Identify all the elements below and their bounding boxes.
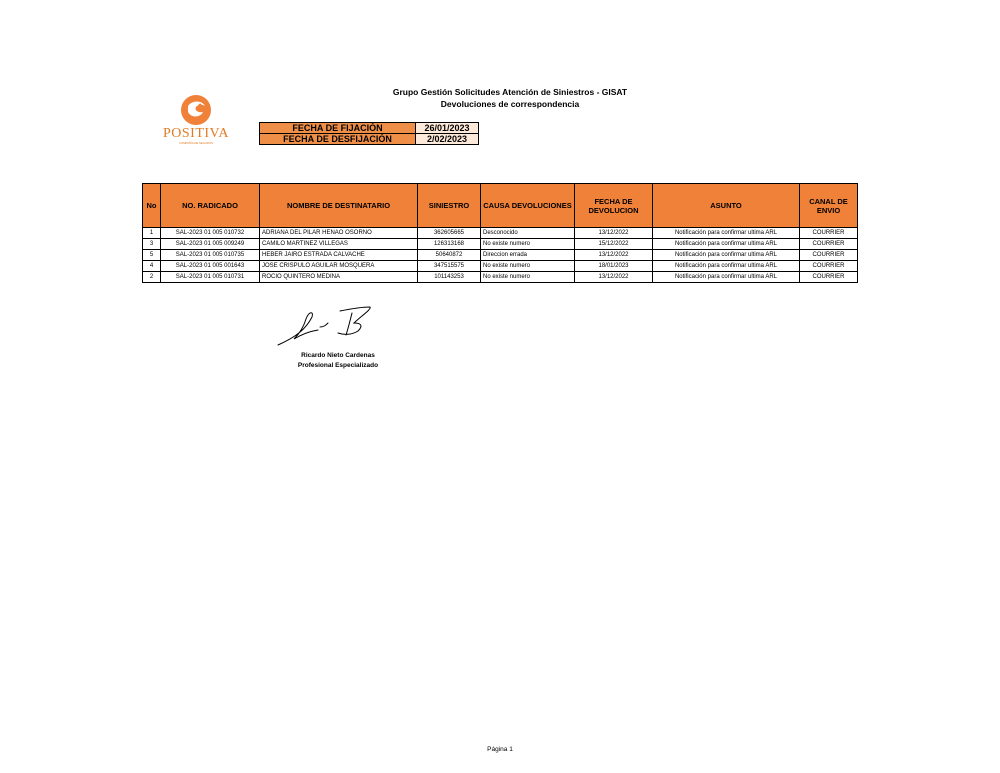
dates-table [259, 122, 479, 145]
table-cell: 347515575 [418, 261, 481, 272]
table-cell: SAL-2023 01 005 010735 [161, 250, 260, 261]
table-cell: Notificación para confirmar ultima ARL [653, 228, 800, 239]
table-cell: COURRIER [800, 239, 858, 250]
table-cell: No existe numero [481, 239, 575, 250]
table-cell: Notificación para confirmar ultima ARL [653, 272, 800, 283]
table-cell: 1 [143, 228, 161, 239]
table-cell: 15/12/2022 [575, 239, 653, 250]
column-header: NO. RADICADO [161, 184, 260, 228]
table-header-row [143, 184, 858, 228]
table-row [143, 261, 858, 272]
column-header: ASUNTO [653, 184, 800, 228]
table-row [143, 228, 858, 239]
table-cell: 126313168 [418, 239, 481, 250]
table-cell: COURRIER [800, 272, 858, 283]
desfijacion-row [260, 134, 479, 145]
table-cell: 362605665 [418, 228, 481, 239]
positiva-emblem-icon [158, 94, 234, 128]
table-cell: 18/01/2023 [575, 261, 653, 272]
column-header: CAUSA DEVOLUCIONES [481, 184, 575, 228]
table-cell: 13/12/2022 [575, 250, 653, 261]
document-subtitle: Devoluciones de correspondencia [440, 99, 580, 109]
table-cell: 13/12/2022 [575, 228, 653, 239]
signer-name: Ricardo Nieto Cardenas [301, 352, 375, 359]
table-cell: COURRIER [800, 261, 858, 272]
table-cell: COURRIER [800, 250, 858, 261]
table-cell: HEBER JAIRO ESTRADA CALVACHE [260, 250, 418, 261]
column-header: SINIESTRO [418, 184, 481, 228]
table-cell: Notificación para confirmar ultima ARL [653, 261, 800, 272]
table-cell: 101143253 [418, 272, 481, 283]
table-cell: Notificación para confirmar ultima ARL [653, 239, 800, 250]
table-cell: SAL-2023 01 005 001643 [161, 261, 260, 272]
handwritten-signature [276, 305, 396, 350]
table-cell: SAL-2023 01 005 010732 [161, 228, 260, 239]
table-cell: 4 [143, 261, 161, 272]
table-cell: 50640872 [418, 250, 481, 261]
column-header: NOMBRE DE DESTINATARIO [260, 184, 418, 228]
fijacion-value: 26/01/2023 [416, 123, 479, 134]
table-cell: CAMILO MARTINEZ VILLEGAS [260, 239, 418, 250]
table-cell: 3 [143, 239, 161, 250]
table-row [143, 239, 858, 250]
column-header: FECHA DE DEVOLUCION [575, 184, 653, 228]
column-header: CANAL DE ENVIO [800, 184, 858, 228]
table-cell: COURRIER [800, 228, 858, 239]
table-cell: SAL-2023 01 005 009249 [161, 239, 260, 250]
logo-tagline: COMPAÑÍA DE SEGUROS [179, 141, 213, 145]
logo-wordmark: POSITIVA [163, 126, 229, 141]
positiva-logo [158, 94, 234, 150]
page-number: Página 1 [487, 746, 513, 753]
devoluciones-table [142, 183, 858, 283]
table-cell: No existe numero [481, 272, 575, 283]
column-header: No [143, 184, 161, 228]
table-cell: 2 [143, 272, 161, 283]
document-title: Grupo Gestión Solicitudes Atención de Siniestros - GISAT [392, 87, 628, 97]
table-row [143, 272, 858, 283]
desfijacion-value: 2/02/2023 [416, 134, 479, 145]
table-cell: Desconocido [481, 228, 575, 239]
table-cell: ROCIO QUINTERO MEDINA [260, 272, 418, 283]
table-cell: 5 [143, 250, 161, 261]
signer-role: Profesional Especializado [297, 362, 379, 369]
table-row [143, 250, 858, 261]
desfijacion-label: FECHA DE DESFIJACIÓN [260, 134, 416, 145]
table-cell: ADRIANA DEL PILAR HENAO OSORNO [260, 228, 418, 239]
table-cell: Direccion errada [481, 250, 575, 261]
fijacion-row [260, 123, 479, 134]
table-cell: 13/12/2022 [575, 272, 653, 283]
table-cell: SAL-2023 01 005 010731 [161, 272, 260, 283]
fijacion-label: FECHA DE FIJACIÓN [260, 123, 416, 134]
table-cell: JOSE CRISPULO AGUILAR MOSQUERA [260, 261, 418, 272]
table-cell: Notificación para confirmar ultima ARL [653, 250, 800, 261]
table-cell: No existe numero [481, 261, 575, 272]
